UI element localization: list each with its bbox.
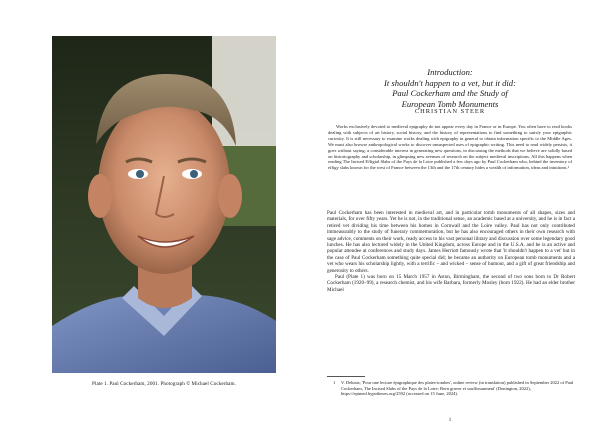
footnote-divider [327, 376, 365, 377]
photo-caption: Plate 1. Paul Cockerham, 2001. Photograph © Michael Cockerham. [92, 381, 236, 387]
portrait-image [52, 36, 276, 373]
author-name: CHRISTIAN STEER [414, 108, 486, 115]
body-paragraph: Paul Cockerham has been interested in medieval art, and in particular tomb monuments of all shapes, sizes and materials, for over fifty years. Yet he is not, in the traditional sense, an academic based at a university, and he is in fact a retired vet dividing his time between his homes in Cornwall and the Loire valley. Paul has not only contributed immeasurably to the study of funerary commemoration, but he has also encouraged others in their own research with sage advice, comments on their work, ready access to his vast personal library and discussion over some legendary good lunches. He has also lectured widely in the United Kingdom, across Europe and in the U.S.A. and he is an active and popular attendee at conferences and study days. James Herriott famously wrote that 'it shouldn't happen to a vet' but in the case of Paul Cockerham something quite special did; he became an authority on European tomb monuments and a vet who wears his scholarship lightly, with a terrific – and wicked – sense of humour, and a gift of great friendship and generosity to others. [327, 210, 575, 274]
right-page [322, 0, 600, 439]
portrait-photo [52, 36, 276, 373]
title-line: Introduction: [427, 67, 473, 77]
title-line: Paul Cockerham and the Study of [392, 88, 508, 99]
body-text [327, 210, 575, 293]
epigraph-quote: Works exclusively devoted to medieval epigraphy do not appear every day in France or in Europe. You often have to read books dealing with subjects of art history, social history, and the history of representations to find something to satisfy your epigraphic curiosity. It is still necessary to examine works dealing with epigraphy in general to obtain information specific to the Middle Ages. We must also browse anthropological works to discover unsuspected uses of epigraphic writing. This need to read widely persists, it goes without saying, a considerable interest in generating new questions, in discussing the methods that we believe are solidly based on historiography and scholarship, in glimpsing new avenues of research on the subject medieval inscriptions. All this happens when reading The Incised Effigial Slabs of the Pays de la Loire published a few days ago by Paul Cockerham who, behind the inventory of effigy slabs known for the west of France between the 13th and the 17th century hides a wealth of information, ideas and intuitions.¹ [328, 124, 572, 171]
title-line: European Tomb Monuments [401, 98, 499, 109]
footnote-number: 1 [333, 380, 336, 385]
title-line: It shouldn't happen to a vet, but it did: [384, 77, 516, 88]
footnote [327, 380, 575, 397]
page-number: 1 [448, 418, 452, 423]
footnote-text: V. Debiais, 'Pour une lecture épigraphique des plates-tombes', online review (in translation) published in September 2022 of Paul Cockerham, The Incised Slabs of the Pays de la Loire: Born graver et souffissaument' (Donington, 2022), https://epimed.hypotheses.org/2592 (accessed on 15 June, 2024). [341, 380, 574, 397]
body-paragraph: Paul (Plate 1) was born on 15 March 1957 in Aston, Birmingham, the second of two sons born to Dr Robert Cockerham (1920–99), a research chemist, and his wife Barbara, formerly Mosley (born 1922). He had an elder brother Michael [327, 274, 575, 293]
chapter-title [322, 67, 578, 109]
